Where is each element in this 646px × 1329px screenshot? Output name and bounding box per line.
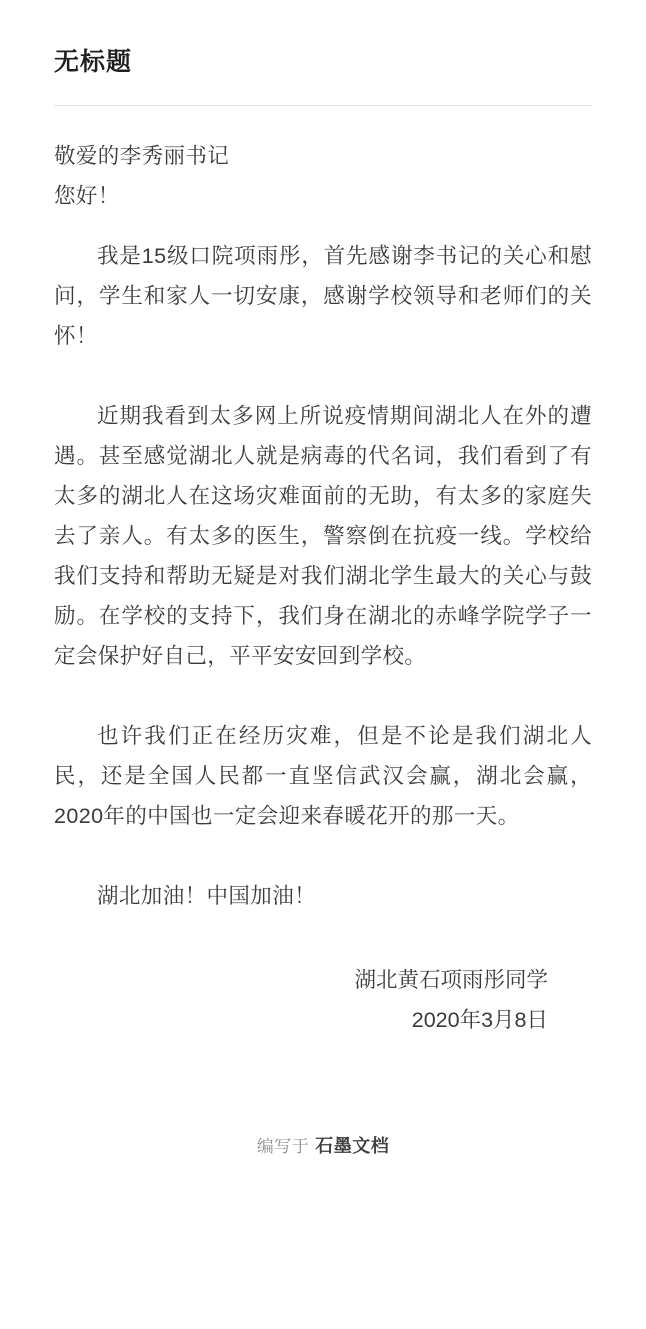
- page-title[interactable]: 无标题: [54, 48, 133, 76]
- signature-name: 湖北黄石项雨彤同学: [354, 967, 548, 992]
- footer-brand[interactable]: 石墨文档: [315, 1135, 390, 1156]
- signature-date: 2020年3月8日: [411, 1007, 548, 1032]
- paragraph-spacer: [54, 676, 592, 716]
- paragraph-2: 近期我看到太多网上所说疫情期间湖北人在外的遭遇。甚至感觉湖北人就是病毒的代名词，我们看到了有太多的湖北人在这场灾难面前的无助，有太多的家庭失去了亲人。有太多的医生，警察倒在抗疫一线。学校给我们支持和帮助无疑是对我们湖北学生最大的关心与鼓励。在学校的支持下，我们身在湖北的赤峰学院学子一定会保护好自己，平平安安回到学校。: [54, 403, 592, 668]
- title-divider: [54, 105, 592, 106]
- paragraph-3: 也许我们正在经历灾难，但是不论是我们湖北人民，还是全国人民都一直坚信武汉会赢，湖北会赢，2020年的中国也一定会迎来春暖花开的那一天。: [54, 723, 592, 828]
- document-footer: [54, 1132, 592, 1218]
- paragraph-spacer: [54, 216, 592, 236]
- paragraph-1: 我是15级口院项雨彤，首先感谢李书记的关心和慰问，学生和家人一切安康，感谢学校领导和老师们的关怀！: [54, 243, 592, 348]
- footer-prefix: 编写于: [256, 1136, 310, 1156]
- paragraph-4: 湖北加油！中国加油！: [97, 883, 317, 908]
- paragraph-greeting: 您好！: [54, 183, 120, 208]
- paragraph-spacer: [54, 356, 592, 396]
- signature-block: [54, 960, 592, 1040]
- document-body[interactable]: [54, 136, 592, 916]
- paragraph-spacer: [54, 836, 592, 876]
- paragraph-salutation: 敬爱的李秀丽书记: [54, 143, 230, 168]
